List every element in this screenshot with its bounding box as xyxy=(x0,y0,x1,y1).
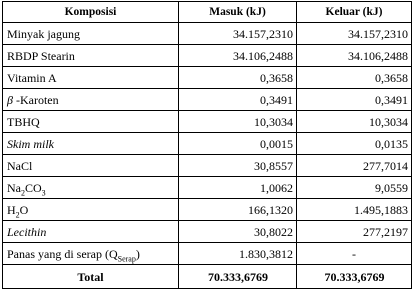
table-row xyxy=(3,45,412,67)
total-masuk: 70.333,6769 xyxy=(179,265,297,289)
table-row xyxy=(3,221,412,243)
row-masuk: 0,3658 xyxy=(179,67,297,89)
row-masuk: 34.157,2310 xyxy=(179,23,297,45)
row-name: Lecithin xyxy=(3,221,179,243)
row-keluar: 0,0135 xyxy=(297,133,412,155)
row-name xyxy=(3,243,179,265)
total-keluar: 70.333,6769 xyxy=(297,265,412,289)
row-name-text: ) xyxy=(135,246,140,261)
column-header-keluar: Keluar (kJ) xyxy=(297,2,412,23)
row-name: Skim milk xyxy=(3,133,179,155)
row-masuk: 30,8557 xyxy=(179,155,297,177)
formula-subscript: 3 xyxy=(41,187,46,197)
row-masuk: 0,3491 xyxy=(179,89,297,111)
formula-subscript: Serap xyxy=(117,253,136,263)
row-keluar: 1.495,1883 xyxy=(297,199,412,221)
row-masuk: 30,8022 xyxy=(179,221,297,243)
table-row xyxy=(3,23,412,45)
row-keluar: 9,0559 xyxy=(297,177,412,199)
row-name xyxy=(3,89,179,111)
formula-subscript: 2 xyxy=(21,187,25,197)
row-masuk: 10,3034 xyxy=(179,111,297,133)
table-header-row xyxy=(3,2,412,23)
row-name: Minyak jagung xyxy=(3,23,179,45)
energy-balance-table xyxy=(2,1,412,289)
row-name xyxy=(3,199,179,221)
row-keluar: 277,7014 xyxy=(297,155,412,177)
table-row xyxy=(3,177,412,199)
row-keluar: 0,3491 xyxy=(297,89,412,111)
beta-symbol: β xyxy=(7,92,13,107)
row-name: RBDP Stearin xyxy=(3,45,179,67)
row-name: Vitamin A xyxy=(3,67,179,89)
table-row xyxy=(3,89,412,111)
row-name: TBHQ xyxy=(3,111,179,133)
row-masuk: 1,0062 xyxy=(179,177,297,199)
row-masuk: 1.830,3812 xyxy=(179,243,297,265)
table-row xyxy=(3,243,412,265)
total-row xyxy=(3,265,412,289)
row-keluar: 34.106,2488 xyxy=(297,45,412,67)
row-masuk: 166,1320 xyxy=(179,199,297,221)
row-masuk: 34.106,2488 xyxy=(179,45,297,67)
row-name-text: -Karoten xyxy=(15,92,59,107)
formula-part: H xyxy=(7,202,16,217)
column-header-komposisi: Komposisi xyxy=(3,2,179,23)
formula-subscript: 2 xyxy=(15,209,20,219)
row-masuk: 0,0015 xyxy=(179,133,297,155)
row-name-text: Panas yang di serap (Q xyxy=(7,246,118,261)
table-row xyxy=(3,133,412,155)
row-keluar: - xyxy=(297,243,412,265)
row-keluar: 34.157,2310 xyxy=(297,23,412,45)
table-row xyxy=(3,67,412,89)
table-row xyxy=(3,199,412,221)
table-row xyxy=(3,111,412,133)
formula-part: CO xyxy=(25,180,42,195)
formula-part: Na xyxy=(7,180,21,195)
row-keluar: 0,3658 xyxy=(297,67,412,89)
row-keluar: 277,2197 xyxy=(297,221,412,243)
table-row xyxy=(3,155,412,177)
row-name xyxy=(3,177,179,199)
row-keluar: 10,3034 xyxy=(297,111,412,133)
total-label: Total xyxy=(3,265,179,289)
column-header-masuk: Masuk (kJ) xyxy=(179,2,297,23)
row-name: NaCl xyxy=(3,155,179,177)
formula-part: O xyxy=(19,202,29,217)
